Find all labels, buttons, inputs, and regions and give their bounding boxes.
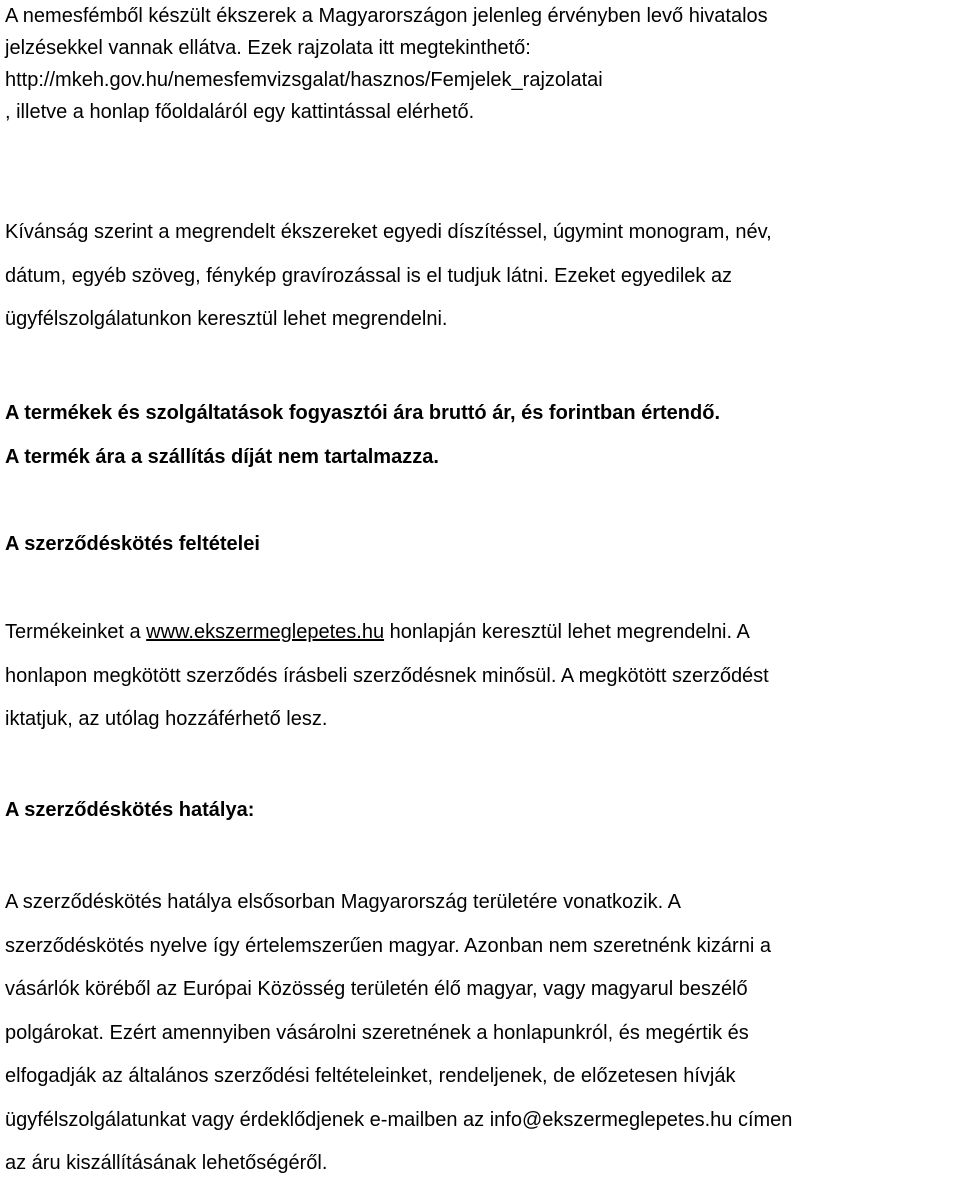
text-line: vásárlók köréből az Európai Közösség területén élő magyar, vagy magyarul beszélő — [5, 978, 748, 1000]
text-line: , illetve a honlap főoldaláról egy kattintással elérhető. — [5, 101, 475, 123]
website-link[interactable]: www.ekszermeglepetes.hu — [146, 621, 385, 643]
text-line: ügyfélszolgálatunkat vagy érdeklődjenek e-mailben az info@ekszermeglepetes.hu címen — [5, 1108, 793, 1131]
hallmark-paragraph — [5, 0, 955, 128]
text-line: A termék ára a szállítás díját nem tartalmazza. — [5, 445, 439, 468]
text-line: honlapon megkötött szerződés írásbeli szerződésnek minősül. A megkötött szerződést — [5, 664, 769, 687]
heading-contract-conditions — [5, 523, 955, 566]
text-line: az áru kiszállításának lehetőségéről. — [5, 1152, 328, 1174]
hallmark-url: http://mkeh.gov.hu/nemesfemvizsgalat/hasznos/Femjelek_rajzolatai — [5, 69, 603, 91]
text-line — [5, 611, 955, 655]
heading-text: A szerződéskötés hatálya: — [5, 799, 255, 821]
text-line: dátum, egyéb szöveg, fénykép gravírozással is el tudjuk látni. Ezeket egyedilek az — [5, 264, 733, 287]
text-line: szerződéskötés nyelve így értelemszerűen magyar. Azonban nem szeretnénk kizárni a — [5, 934, 771, 957]
text-segment: honlapján keresztül lehet megrendelni. A — [384, 621, 750, 643]
text-line: ügyfélszolgálatunkon keresztül lehet megrendelni. — [5, 308, 448, 330]
text-line: elfogadják az általános szerződési feltételeinket, rendeljenek, de előzetesen hívják — [5, 1065, 736, 1087]
text-line: A szerződéskötés hatálya elsősorban Magyarország területére vonatkozik. A — [5, 891, 681, 913]
contract-paragraph — [5, 611, 955, 742]
heading-text: A szerződéskötés feltételei — [5, 533, 260, 555]
price-notice — [5, 392, 955, 479]
scope-paragraph — [5, 881, 955, 1186]
heading-contract-scope — [5, 789, 955, 832]
text-line: A termékek és szolgáltatások fogyasztói ára bruttó ár, és forintban értendő. — [5, 402, 721, 424]
text-line: jelzésekkel vannak ellátva. Ezek rajzolata itt megtekinthető: — [5, 37, 531, 59]
text-line: A nemesfémből készült ékszerek a Magyarországon jelenleg érvényben levő hivatalos — [5, 5, 768, 27]
text-line: iktatjuk, az utólag hozzáférhető lesz. — [5, 708, 328, 730]
engraving-paragraph — [5, 211, 955, 342]
text-line: polgárokat. Ezért amennyiben vásárolni szeretnének a honlapunkról, és megértik és — [5, 1021, 749, 1044]
text-segment: Termékeinket a — [5, 621, 147, 643]
text-line: Kívánság szerint a megrendelt ékszereket egyedi díszítéssel, úgymint monogram, név, — [5, 221, 772, 243]
